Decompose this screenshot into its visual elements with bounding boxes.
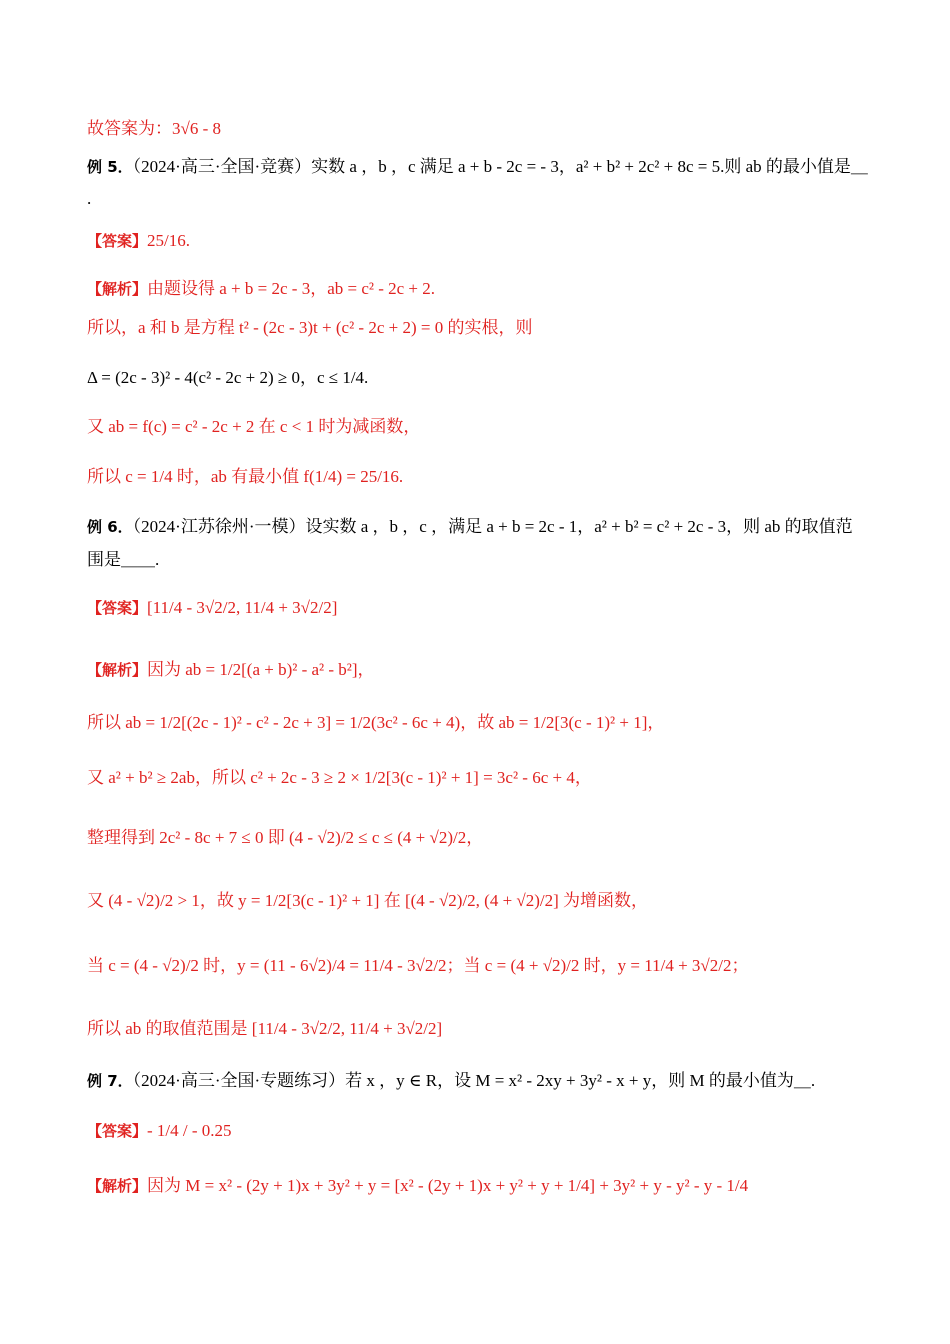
text-line (87, 416, 890, 438)
line-body: （2024·江苏徐州·一模）设实数 a ，b ，c ，满足 a + b = 2c - 1，a² + b² = c² + 2c - 3，则 ab 的取值范 (132, 517, 853, 536)
text-line (87, 597, 890, 619)
line-label: 【解析】 (87, 661, 148, 679)
line-label: 【答案】 (87, 232, 148, 250)
text-line (87, 466, 890, 488)
text-line (87, 955, 890, 977)
line-body: （2024·高三·全国·专题练习）若 x ，y ∈ R，设 M = x² - 2xy + 3y² - x + y，则 M 的最小值为＿. (132, 1071, 816, 1090)
text-line (87, 1120, 890, 1142)
line-label: 例 5． (87, 158, 133, 176)
line-body: 整理得到 2c² - 8c + 7 ≤ 0 即 (4 - √2)/2 ≤ c ≤ (4 + √2)/2， (87, 828, 484, 847)
line-body: 又 (4 - √2)/2 > 1，故 y = 1/2[3(c - 1)² + 1] 在 [(4 - √2)/2, (4 + √2)/2] 为增函数， (87, 891, 649, 910)
line-label: 例 6． (87, 518, 133, 536)
line-body: 又 ab = f(c) = c² - 2c + 2 在 c < 1 时为减函数， (87, 417, 421, 436)
line-label: 【解析】 (87, 280, 148, 298)
text-line (87, 278, 890, 300)
text-line (87, 1175, 890, 1197)
line-body: 所以 ab = 1/2[(2c - 1)² - c² - 2c + 3] = 1/2(3c² - 6c + 4)，故 ab = 1/2[3(c - 1)² + 1]， (87, 713, 665, 732)
line-body: . (87, 189, 92, 208)
line-body: 因为 M = x² - (2y + 1)x + 3y² + y = [x² - (2y + 1)x + y² + y + 1/4] + 3y² + y - y² - y - 1/4 (147, 1176, 749, 1195)
line-body: 当 c = (4 - √2)/2 时，y = (11 - 6√2)/4 = 11/4 - 3√2/2；当 c = (4 + √2)/2 时，y = 11/4 + 3√2/2； (87, 956, 749, 975)
line-body: 故答案为：3√6 - 8 (87, 119, 221, 138)
text-line (87, 767, 890, 789)
line-label: 例 7． (87, 1072, 133, 1090)
line-body: 因为 ab = 1/2[(a + b)² - a² - b²]， (147, 660, 375, 679)
line-body: [11/4 - 3√2/2, 11/4 + 3√2/2] (147, 598, 338, 617)
text-line (87, 1018, 890, 1040)
line-body: 又 a² + b² ≥ 2ab，所以 c² + 2c - 3 ≥ 2 × 1/2[3(c - 1)² + 1] = 3c² - 6c + 4， (87, 768, 592, 787)
line-body: - 1/4 / - 0.25 (147, 1121, 232, 1140)
text-line (87, 1070, 890, 1092)
text-line (87, 516, 890, 538)
line-body: 所以 c = 1/4 时，ab 有最小值 f(1/4) = 25/16. (87, 467, 404, 486)
text-line (87, 367, 890, 389)
line-label: 【解析】 (87, 1177, 148, 1195)
line-body: 所以 ab 的取值范围是 [11/4 - 3√2/2, 11/4 + 3√2/2] (87, 1019, 443, 1038)
line-body: 所以，a 和 b 是方程 t² - (2c - 3)t + (c² - 2c + 2) = 0 的实根，则 (87, 318, 533, 337)
line-body: Δ = (2c - 3)² - 4(c² - 2c + 2) ≥ 0，c ≤ 1/4. (87, 368, 369, 387)
line-body: 25/16. (147, 231, 190, 250)
line-body: 由题设得 a + b = 2c - 3，ab = c² - 2c + 2. (147, 279, 436, 298)
line-label: 【答案】 (87, 1122, 148, 1140)
text-line (87, 156, 890, 178)
text-line (87, 317, 890, 339)
line-label: 【答案】 (87, 599, 148, 617)
text-line (87, 659, 890, 681)
line-body: （2024·高三·全国·竞赛）实数 a ，b ，c 满足 a + b - 2c = - 3，a² + b² + 2c² + 8c = 5.则 ab 的最小值是＿ (132, 157, 868, 176)
text-line (87, 118, 890, 140)
text-line (87, 890, 890, 912)
text-line (87, 188, 890, 210)
text-line (87, 549, 890, 571)
text-line (87, 230, 890, 252)
line-body: 围是＿＿. (87, 550, 160, 569)
text-line (87, 712, 890, 734)
text-line (87, 827, 890, 849)
